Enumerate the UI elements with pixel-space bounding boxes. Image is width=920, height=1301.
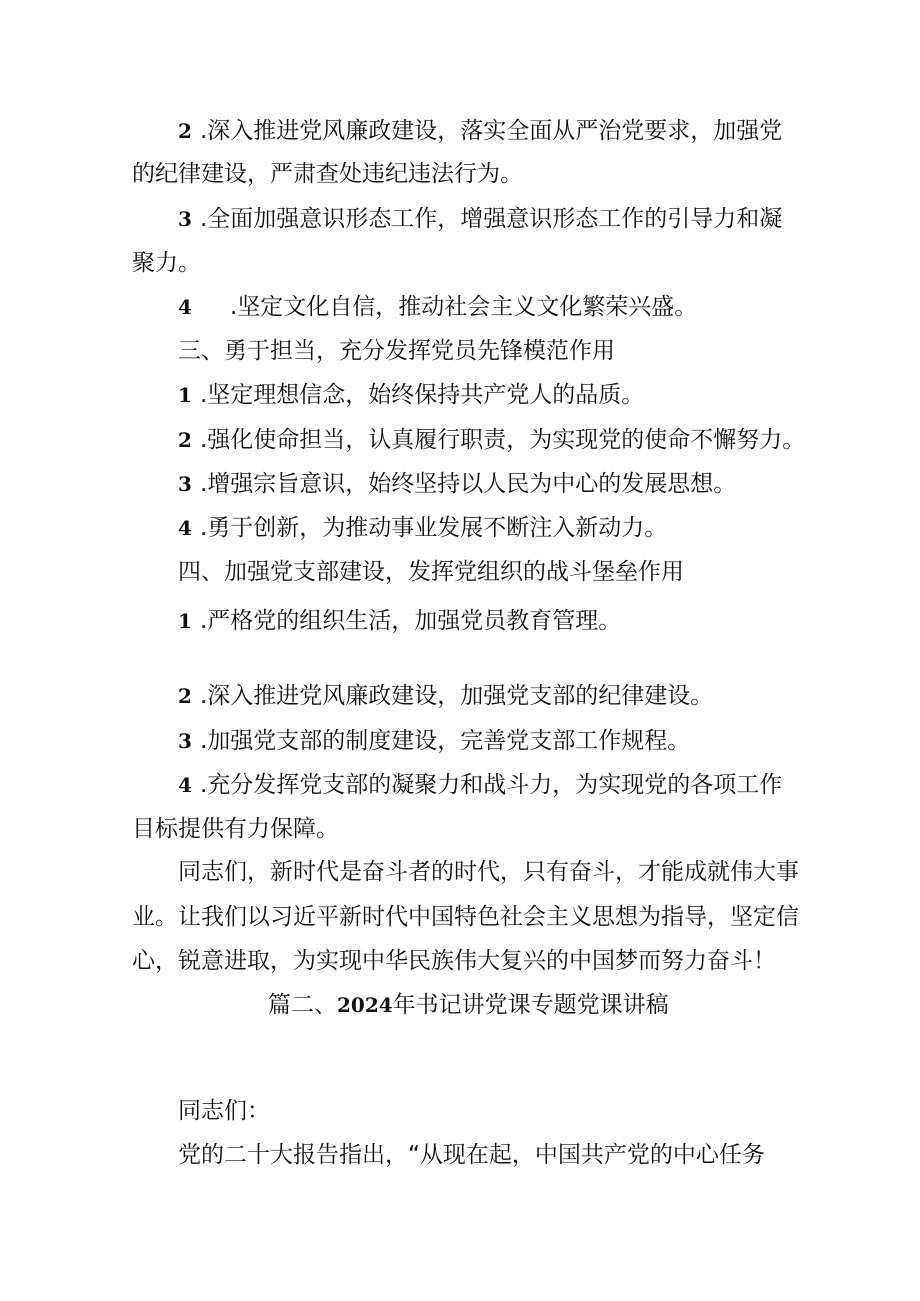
- item-text: .加强党支部的制度建设，完善党支部工作规程。: [200, 728, 691, 754]
- item-number: 2: [178, 428, 192, 452]
- item-number: 2: [178, 684, 192, 708]
- item-text: .坚定理想信念，始终保持共产党人的品质。: [200, 382, 645, 408]
- item-text: 的纪律建设，严肃查处违纪违法行为。: [132, 161, 523, 187]
- item-text: .增强宗旨意识，始终坚持以人民为中心的发展思想。: [200, 471, 737, 497]
- part-title-suffix: 年书记讲党课专题党课讲稿: [392, 992, 669, 1018]
- item-text-continuation: [0, 246, 920, 280]
- item-text: .勇于创新，为推动事业发展不断注入新动力。: [200, 515, 668, 541]
- item-number: 4: [178, 773, 192, 797]
- list-item: [0, 511, 920, 545]
- closing-paragraph-line: 心，锐意进取，为实现中华民族伟大复兴的中国梦而努力奋斗！: [132, 948, 776, 974]
- section-heading: 三、勇于担当，充分发挥党员先锋模范作用: [178, 338, 615, 364]
- item-text: .充分发挥党支部的凝聚力和战斗力，为实现党的各项工作: [200, 772, 783, 798]
- intro-paragraph-line: 党的二十大报告指出，“从现在起，中国共产党的中心任务: [178, 1142, 765, 1168]
- item-text: .深入推进党风廉政建设，落实全面从严治党要求，加强党: [200, 118, 783, 144]
- part-title-prefix: 篇二、: [268, 992, 337, 1018]
- list-item: [0, 467, 920, 501]
- item-text: .全面加强意识形态工作，增强意识形态工作的引导力和凝: [200, 206, 783, 232]
- part-title-year: 2024: [337, 993, 393, 1017]
- list-item: [0, 290, 920, 324]
- part-title: [0, 988, 920, 1022]
- item-number: 3: [178, 472, 192, 496]
- item-number: 3: [178, 729, 192, 753]
- list-item: [0, 114, 920, 148]
- item-text-continuation: [0, 157, 920, 191]
- closing-paragraph-line: 同志们，新时代是奋斗者的时代，只有奋斗，才能成就伟大事: [178, 859, 799, 885]
- item-number: 1: [178, 609, 192, 633]
- item-text: .坚定文化自信，推动社会主义文化繁荣兴盛。: [230, 294, 698, 320]
- item-number: 3: [178, 207, 192, 231]
- list-item: [0, 202, 920, 236]
- list-item: [0, 679, 920, 713]
- item-text: .深入推进党风廉政建设，加强党支部的纪律建设。: [200, 683, 714, 709]
- list-item: [0, 768, 920, 802]
- closing-paragraph-line: 业。让我们以习近平新时代中国特色社会主义思想为指导，坚定信: [132, 904, 799, 930]
- item-text-continuation: [0, 812, 920, 846]
- list-item: [0, 604, 920, 638]
- item-text: 聚力。: [132, 250, 201, 276]
- item-text: 目标提供有力保障。: [132, 816, 339, 842]
- list-item: [0, 724, 920, 758]
- section-heading: 四、加强党支部建设，发挥党组织的战斗堡垒作用: [178, 559, 684, 585]
- list-item: [0, 378, 920, 412]
- item-text: .强化使命担当，认真履行职责，为实现党的使命不懈努力。: [200, 427, 806, 453]
- item-number: 2: [178, 119, 192, 143]
- item-number: 4: [178, 516, 192, 540]
- greeting: 同志们：: [178, 1098, 270, 1124]
- item-number: 1: [178, 383, 192, 407]
- item-text: .严格党的组织生活，加强党员教育管理。: [200, 608, 622, 634]
- item-number: 4: [178, 295, 192, 319]
- list-item: [0, 423, 920, 457]
